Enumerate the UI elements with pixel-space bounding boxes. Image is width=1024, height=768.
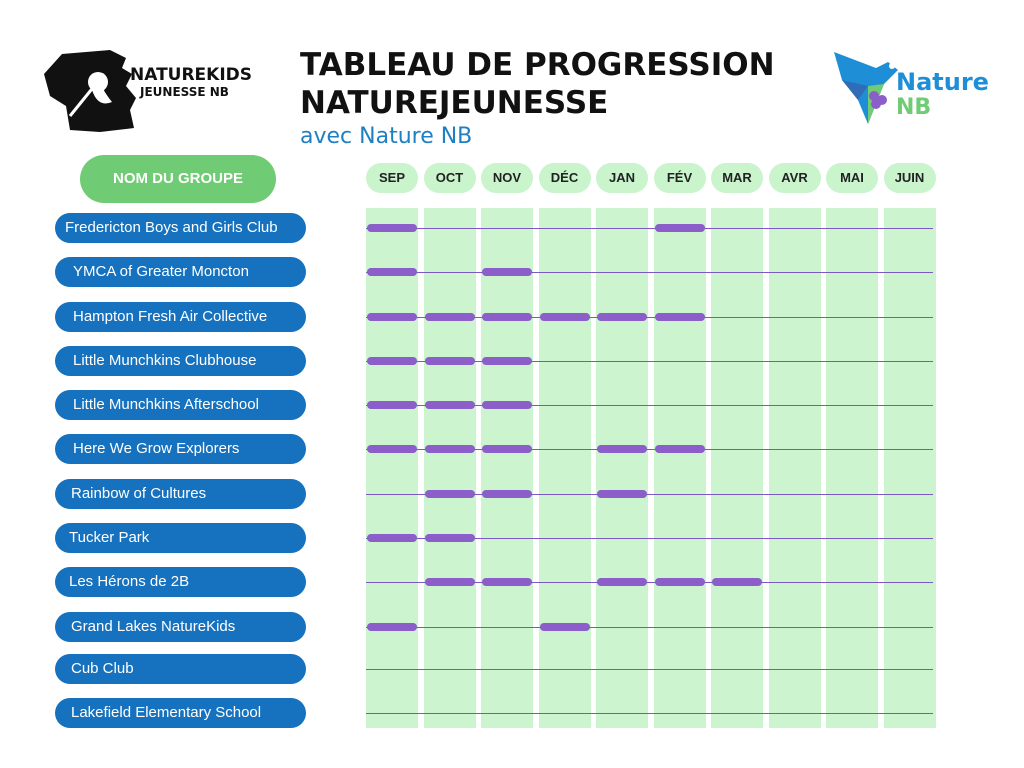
nature-nb-logo bbox=[828, 40, 998, 132]
progress-bar bbox=[367, 623, 417, 631]
progress-bar bbox=[482, 313, 532, 321]
month-header: MAR bbox=[711, 163, 763, 193]
month-header: JUIN bbox=[884, 163, 936, 193]
month-column-band bbox=[884, 208, 936, 728]
progress-bar bbox=[482, 490, 532, 498]
group-name-label: Cub Club bbox=[55, 654, 306, 684]
month-column-band bbox=[769, 208, 821, 728]
progress-bar bbox=[425, 313, 475, 321]
group-name-label: Rainbow of Cultures bbox=[55, 479, 306, 509]
progress-bar bbox=[597, 313, 647, 321]
progress-bar bbox=[655, 578, 705, 586]
month-column-band bbox=[481, 208, 533, 728]
group-name-label: Les Hérons de 2B bbox=[55, 567, 306, 597]
month-column-band bbox=[654, 208, 706, 728]
progress-bar bbox=[597, 490, 647, 498]
progress-bar bbox=[597, 578, 647, 586]
group-name-header: NOM DU GROUPE bbox=[80, 155, 276, 203]
month-header: OCT bbox=[424, 163, 476, 193]
progress-bar bbox=[367, 357, 417, 365]
group-name-label: Little Munchkins Clubhouse bbox=[55, 346, 306, 376]
nature-nb-text-2: NB bbox=[896, 95, 932, 120]
progress-bar bbox=[425, 401, 475, 409]
progress-bar bbox=[482, 445, 532, 453]
group-name-label: Grand Lakes NatureKids bbox=[55, 612, 306, 642]
progress-bar bbox=[367, 534, 417, 542]
progress-bar bbox=[367, 313, 417, 321]
progress-bar bbox=[597, 445, 647, 453]
progress-bar bbox=[540, 623, 590, 631]
month-column-band bbox=[711, 208, 763, 728]
month-column-band bbox=[424, 208, 476, 728]
month-header: NOV bbox=[481, 163, 533, 193]
progress-bar bbox=[367, 445, 417, 453]
progress-bar bbox=[425, 534, 475, 542]
subtitle: avec Nature NB bbox=[300, 124, 473, 149]
progress-bar bbox=[482, 401, 532, 409]
row-line bbox=[366, 669, 933, 670]
progress-bar bbox=[425, 578, 475, 586]
group-name-label: Tucker Park bbox=[55, 523, 306, 553]
page-title bbox=[300, 46, 820, 122]
group-name-label: Little Munchkins Afterschool bbox=[55, 390, 306, 420]
naturekids-logo-text: NATUREKIDS bbox=[130, 65, 253, 85]
month-header: JAN bbox=[596, 163, 648, 193]
month-column-band bbox=[596, 208, 648, 728]
nature-nb-text-1: Nature bbox=[896, 68, 989, 96]
progress-bar bbox=[425, 357, 475, 365]
progress-bar bbox=[655, 313, 705, 321]
group-name-label: Hampton Fresh Air Collective bbox=[55, 302, 306, 332]
month-header: MAI bbox=[826, 163, 878, 193]
progress-bar bbox=[540, 313, 590, 321]
title-line-2: NATUREJEUNESSE bbox=[300, 85, 609, 121]
month-header: DÉC bbox=[539, 163, 591, 193]
progress-bar bbox=[367, 268, 417, 276]
month-header: AVR bbox=[769, 163, 821, 193]
progress-bar bbox=[655, 224, 705, 232]
row-line bbox=[366, 228, 933, 229]
group-name-label: Fredericton Boys and Girls Club bbox=[55, 213, 306, 243]
month-header: SEP bbox=[366, 163, 418, 193]
month-header: FÉV bbox=[654, 163, 706, 193]
progress-bar bbox=[482, 268, 532, 276]
row-line bbox=[366, 272, 933, 273]
row-line bbox=[366, 627, 933, 628]
month-column-band bbox=[826, 208, 878, 728]
month-column-band bbox=[539, 208, 591, 728]
progress-bar bbox=[712, 578, 762, 586]
progress-bar bbox=[482, 357, 532, 365]
progress-bar bbox=[482, 578, 532, 586]
row-line bbox=[366, 713, 933, 714]
title-line-1: TABLEAU DE PROGRESSION bbox=[300, 47, 775, 83]
progress-bar bbox=[655, 445, 705, 453]
progress-bar bbox=[367, 224, 417, 232]
progress-bar bbox=[425, 490, 475, 498]
group-name-label: Lakefield Elementary School bbox=[55, 698, 306, 728]
group-name-label: YMCA of Greater Moncton bbox=[55, 257, 306, 287]
progress-bar bbox=[367, 401, 417, 409]
progress-bar bbox=[425, 445, 475, 453]
month-column-band bbox=[366, 208, 418, 728]
naturekids-logo bbox=[40, 46, 270, 136]
group-name-label: Here We Grow Explorers bbox=[55, 434, 306, 464]
svg-text:JEUNESSE NB: JEUNESSE NB bbox=[140, 85, 229, 99]
